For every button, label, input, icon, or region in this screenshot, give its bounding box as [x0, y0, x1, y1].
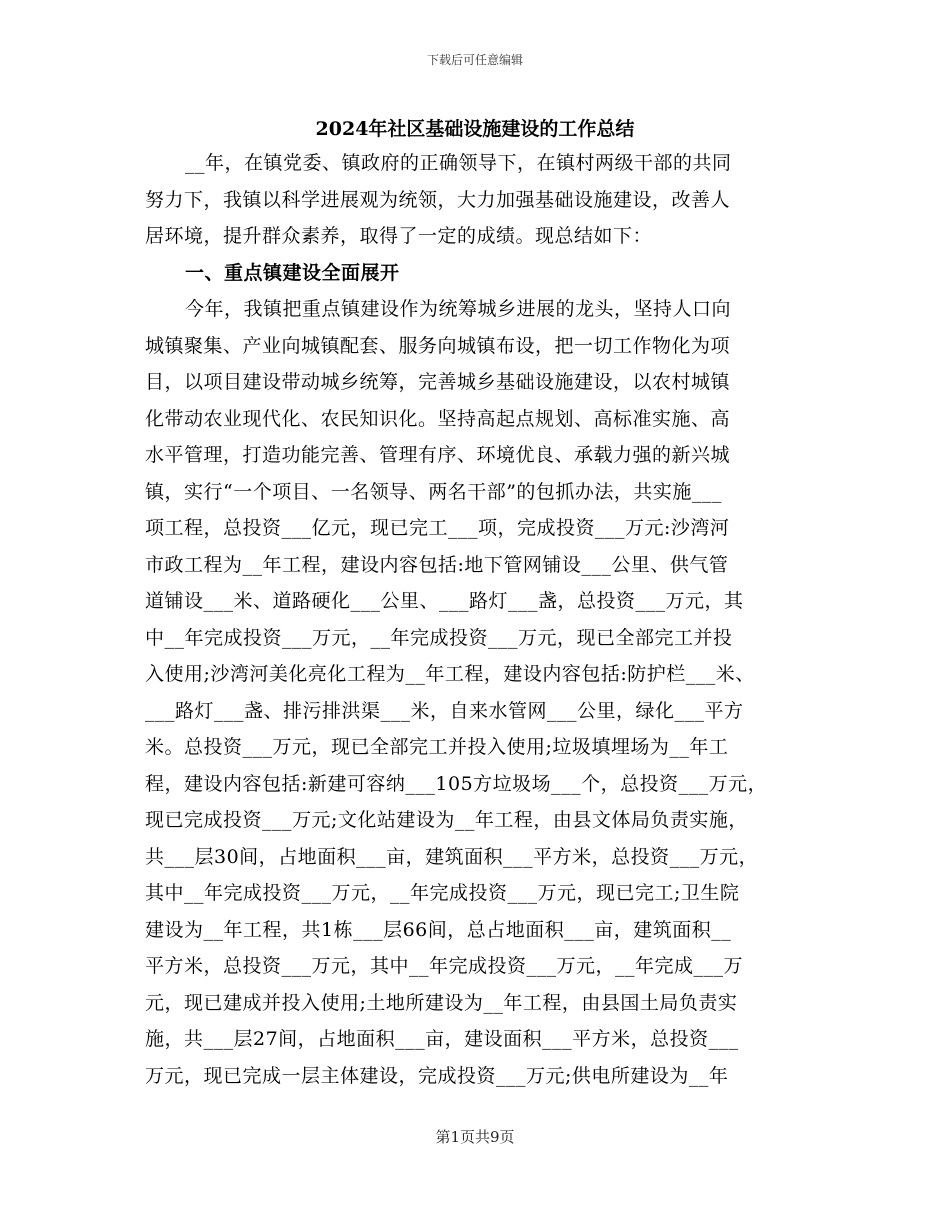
body-line: 入使用;沙湾河美化亮化工程为__年工程，建设内容包括:防护栏___米、 — [145, 663, 755, 685]
body-line: 其中__年完成投资___万元，__年完成投资___万元，现已完工;卫生院 — [145, 882, 740, 904]
body-line: 化带动农业现代化、农民知识化。坚持高起点规划、高标准实施、高 — [145, 407, 731, 430]
page-number-indicator: 第1页共9页 — [435, 1128, 515, 1146]
body-line: ___路灯___盏、排污排洪渠___米，自来水管网___公里，绿化___平方 — [145, 699, 744, 722]
body-line: 米。总投资___万元，现已全部完工并投入使用;垃圾填埋场为__年工 — [145, 736, 729, 758]
body-line: 项工程，总投资___亿元，现已完工___项，完成投资___万元:沙湾河 — [145, 517, 730, 539]
body-line: 水平管理，打造功能完善、管理有序、环境优良、承载力强的新兴城 — [145, 444, 731, 466]
intro-line: 居环境，提升群众素养，取得了一定的成绩。现总结如下： — [145, 225, 653, 247]
document-title: 2024年社区基础设施建设的工作总结 — [315, 118, 635, 140]
body-line: 镇，实行“一个项目、一名领导、两名干部”的包抓办法，共实施___ — [145, 480, 722, 503]
body-line: 中__年完成投资___万元，__年完成投资___万元，现已全部完工并投 — [145, 626, 733, 649]
body-line: 城镇聚集、产业向城镇配套、服务向城镇布设，把一切工作物化为项 — [145, 334, 731, 357]
section-heading: 一、重点镇建设全面展开 — [185, 261, 400, 284]
body-line: 施，共___层27间，占地面积___亩，建设面积___平方米，总投资___ — [145, 1028, 739, 1050]
body-line: 现已完成投资___万元;文化站建设为__年工程，由县文体局负责实施， — [145, 809, 748, 831]
body-line: 道铺设___米、道路硬化___公里、___路灯___盏，总投资___万元，其 — [145, 590, 744, 612]
body-line: 万元，现已完成一层主体建设，完成投资___万元;供电所建设为__年 — [145, 1064, 729, 1087]
body-line: 元，现已建成并投入使用;土地所建设为__年工程，由县国土局负责实 — [145, 991, 738, 1014]
body-line: 平方米，总投资___万元，其中__年完成投资___万元，__年完成___万 — [145, 955, 744, 977]
page-header-note: 下载后可任意编辑 — [426, 53, 523, 67]
body-line: 共___层30间，占地面积___亩，建筑面积___平方米，总投资___万元， — [145, 845, 759, 868]
intro-line: 努力下，我镇以科学进展观为统领，大力加强基础设施建设，改善人 — [145, 188, 731, 211]
body-line: 目，以项目建设带动城乡统筹，完善城乡基础设施建设，以农村城镇 — [145, 371, 731, 393]
body-line: 建设为__年工程，共1栋___层66间，总占地面积___亩，建筑面积__ — [145, 918, 732, 941]
body-line: 程，建设内容包括:新建可容纳___105方垃圾场___个，总投资___万元， — [145, 772, 768, 795]
body-line: 今年，我镇把重点镇建设作为统筹城乡进展的龙头，坚持人口向 — [185, 298, 732, 320]
body-line: 市政工程为__年工程，建设内容包括:地下管网铺设___公里、供气管 — [145, 553, 729, 576]
intro-line: __年，在镇党委、镇政府的正确领导下，在镇村两级干部的共同 — [185, 152, 732, 174]
document-body — [145, 145, 815, 1094]
